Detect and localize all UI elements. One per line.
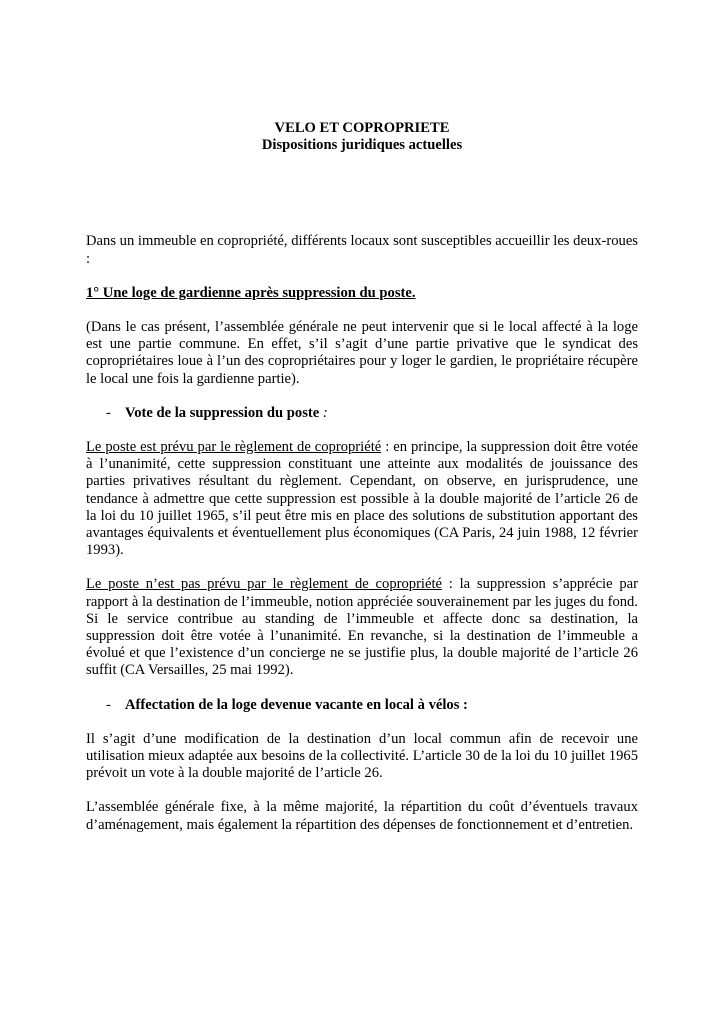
paragraph-affectation: Il s’agit d’une modification de la destination d’un local commun afin de recevoir une utilisation mieux adaptée aux besoins de la collectivité. L’article 30 de la loi du 10 juillet 1965 prévoit un vote à la double majorité de l’article 26. [86,730,638,782]
bullet-vote-label-text: Vote de la suppression du poste [125,404,320,421]
bullet-vote-suppression [86,405,638,422]
section1-heading: 1° Une loge de gardienne après suppression du poste. [86,284,416,301]
bullet-affectation [86,697,638,714]
bullet-dash: - [106,696,111,713]
bullet-vote-label [125,405,328,422]
poste-prevu-lead: Le poste est prévu par le règlement de copropriété [86,439,382,456]
intro-paragraph: Dans un immeuble en copropriété, différents locaux sont susceptibles accueillir les deux-roues : [86,233,638,267]
bullet-affectation-label: Affectation de la loge devenue vacante en local à vélos : [125,696,468,713]
paragraph-repartition: L’assemblée générale fixe, à la même majorité, la répartition du coût d’éventuels travaux d’aménagement, mais également la répartition des dépenses de fonctionnement et d’entretien. [86,799,638,833]
document-page [86,120,638,851]
paragraph-poste-non-prevu [86,576,638,679]
section1-note: (Dans le cas présent, l’assemblée générale ne peut intervenir que si le local affecté à la loge est une partie commune. En effet, s’il s’agit d’une partie privative que le syndicat des copropriétaires loue à l’un des copropriétaires pour y loger le gardien, le propriétaire récupère le local une fois la gardienne partie). [86,319,638,387]
poste-prevu-text: : en principe, la suppression doit être votée à l’unanimité, cette suppression constituant une atteinte aux modalités de jouissance des parties privatives résultant du règlement. Cependant, on observe, en jurisprudence, une tendance à admettre que cette suppression est possible à la double majorité de l’article 26 de la loi du 10 juillet 1965, s’il peut être mis en place des solutions de substitution apportant des avantages équivalents et éventuellement plus économiques (CA Paris, 24 juin 1988, 12 février 1993). [86,439,638,559]
bullet-dash: - [106,404,111,421]
poste-non-prevu-lead: Le poste n’est pas prévu par le règlement de copropriété [86,576,442,593]
document-title: VELO ET COPROPRIETE [274,120,450,136]
bullet-vote-colon: : [319,404,328,421]
poste-non-prevu-text: : la suppression s’apprécie par rapport à la destination de l’immeuble, notion appréciée souverainement par les juges du fond. Si le service contribue au standing de l’immeuble et affecte donc sa destination, la suppression doit être votée à l’unanimité. En revanche, si la destination de l’immeuble a évolué et que l’existence d’un concierge ne se justifie plus, la double majorité de l’article 26 suffit (CA Versailles, 25 mai 1992). [86,576,638,679]
document-subtitle: Dispositions juridiques actuelles [261,137,463,154]
paragraph-poste-prevu [86,439,638,559]
